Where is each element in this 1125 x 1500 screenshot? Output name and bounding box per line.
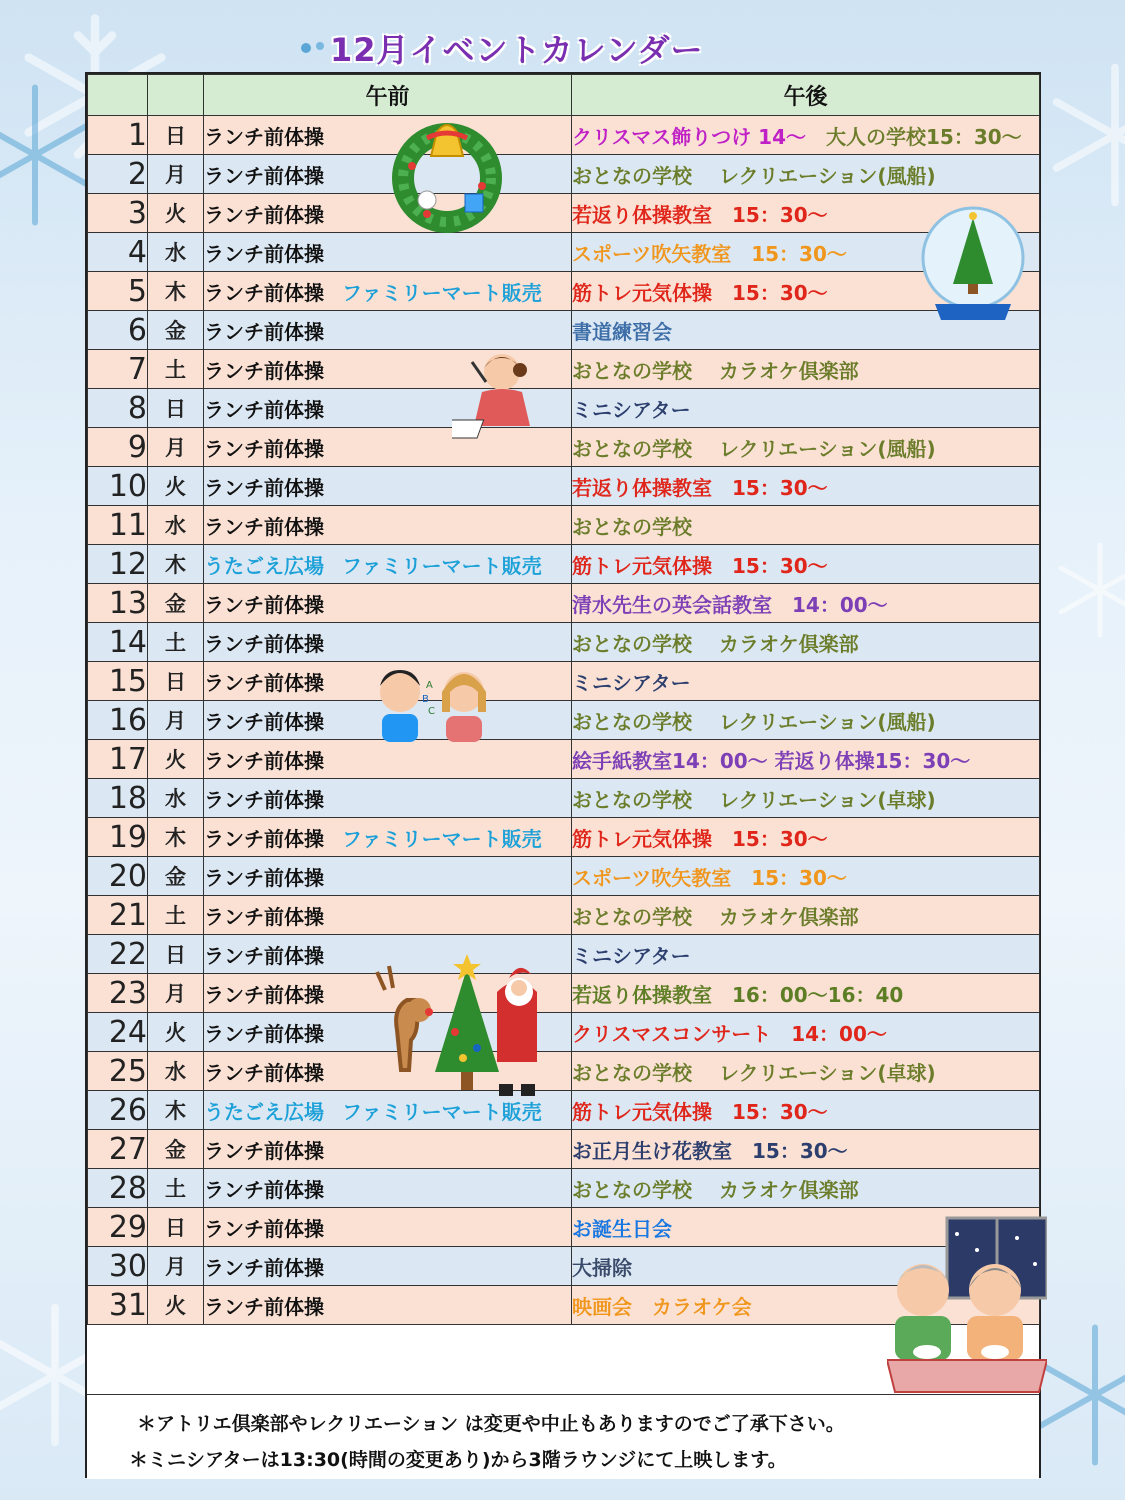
row-am-events [204,272,572,311]
am-event-label: ランチ前体操 [204,1021,324,1046]
am-event-label: ランチ前体操 [204,709,324,734]
row-weekday: 金 [148,584,204,623]
row-weekday: 土 [148,896,204,935]
row-day-number: 8 [88,389,148,428]
row-day-number: 29 [88,1208,148,1247]
row-day-number: 15 [88,662,148,701]
row-day-number: 25 [88,1052,148,1091]
row-pm-events [572,545,1040,584]
row-weekday: 水 [148,779,204,818]
calendar-table [87,74,1040,1325]
row-weekday: 金 [148,1130,204,1169]
row-day-number: 16 [88,701,148,740]
pm-event-label: おとなの学校 [572,514,692,539]
calendar-row [88,896,1040,935]
header-day [88,75,148,116]
calendar-row [88,116,1040,155]
pm-event-label: 清水先生の英会話教室 14：00～ [572,592,888,617]
row-pm-events [572,467,1040,506]
am-event-label: ランチ前体操 [204,1177,324,1202]
pm-event-label: おとなの学校 カラオケ倶楽部 [572,631,859,656]
am-event-label: ランチ前体操 [204,1294,324,1319]
pm-event-label: おとなの学校 レクリエーション(卓球) [572,787,936,812]
calendar-row [88,1169,1040,1208]
row-day-number: 10 [88,467,148,506]
row-pm-events [572,350,1040,389]
row-pm-events [572,974,1040,1013]
pm-event-label: 筋トレ元気体操 15：30～ [572,553,828,578]
row-day-number: 17 [88,740,148,779]
row-day-number: 21 [88,896,148,935]
am-event-label: ランチ前体操 [204,1216,324,1241]
row-am-events [204,584,572,623]
row-day-number: 24 [88,1013,148,1052]
row-weekday: 金 [148,857,204,896]
row-pm-events [572,1013,1040,1052]
row-day-number: 1 [88,116,148,155]
row-day-number: 26 [88,1091,148,1130]
row-weekday: 土 [148,350,204,389]
row-am-events [204,896,572,935]
calendar-row [88,155,1040,194]
am-event-label: ランチ前体操 [204,1060,324,1085]
snowflake-icon [1040,60,1125,210]
row-pm-events [572,857,1040,896]
row-day-number: 7 [88,350,148,389]
christmas-tree-santa-illustration [367,952,567,1102]
page-title: 12月イベントカレンダー [330,31,704,69]
am-event-label: うたごえ広場 [204,553,324,578]
calligraphy-girl-illustration [452,342,552,442]
am-event-label: ランチ前体操 [204,865,324,890]
svg-text:B: B [422,694,429,705]
am-event-label: ランチ前体操 [204,943,324,968]
row-pm-events [572,1130,1040,1169]
pm-event-label: スポーツ吹矢教室 15：30～ [572,241,847,266]
snow-globe-illustration [917,204,1029,322]
row-day-number: 22 [88,935,148,974]
pm-event-label: 若返り体操教室 15：30～ [572,202,828,227]
row-day-number: 3 [88,194,148,233]
row-weekday: 日 [148,662,204,701]
row-pm-events [572,818,1040,857]
row-pm-events [572,584,1040,623]
row-am-events [204,233,572,272]
row-am-events [204,1286,572,1325]
am-event-label: ランチ前体操 [204,670,324,695]
row-day-number: 12 [88,545,148,584]
calendar-row [88,662,1040,701]
am-event-label: ランチ前体操 [204,748,324,773]
row-day-number: 6 [88,311,148,350]
calendar-row [88,779,1040,818]
calendar-body [88,116,1040,1325]
event-calendar [85,72,1041,1478]
row-weekday: 木 [148,272,204,311]
row-weekday: 木 [148,818,204,857]
pm-event-label: ミニシアター [572,943,691,968]
am-extra-event-label: ファミリーマート販売 [342,553,542,578]
calendar-row [88,194,1040,233]
am-event-label: ランチ前体操 [204,1138,324,1163]
calendar-row [88,233,1040,272]
row-weekday: 土 [148,1169,204,1208]
row-day-number: 4 [88,233,148,272]
pm-event-label: 書道練習会 [572,319,672,344]
wreath-illustration [387,116,507,236]
snowflake-icon [1050,540,1125,640]
row-day-number: 2 [88,155,148,194]
row-weekday: 月 [148,428,204,467]
row-weekday: 火 [148,467,204,506]
row-day-number: 14 [88,623,148,662]
pm-event-label: ミニシアター [572,397,691,422]
row-day-number: 18 [88,779,148,818]
am-event-label: ランチ前体操 [204,787,324,812]
row-pm-events [572,779,1040,818]
row-day-number: 28 [88,1169,148,1208]
row-weekday: 水 [148,1052,204,1091]
am-event-label: うたごえ広場 [204,1099,324,1124]
pm-event-label: お誕生日会 [572,1216,672,1241]
row-weekday: 水 [148,233,204,272]
calendar-row [88,389,1040,428]
row-day-number: 13 [88,584,148,623]
pm-event-label: 若返り体操教室 15：30～ [572,475,828,500]
row-weekday: 土 [148,623,204,662]
pm-event-label: おとなの学校 レクリエーション(風船) [572,163,936,188]
row-pm-events [572,389,1040,428]
row-am-events [204,857,572,896]
calendar-row [88,740,1040,779]
header-am: 午前 [204,75,572,116]
notes-footer [87,1394,1039,1479]
am-event-label: ランチ前体操 [204,1255,324,1280]
calendar-row [88,467,1040,506]
pm-event-label: ミニシアター [572,670,691,695]
row-day-number: 23 [88,974,148,1013]
row-am-events [204,779,572,818]
row-pm-events [572,740,1040,779]
am-event-label: ランチ前体操 [204,592,324,617]
svg-text:C: C [428,706,435,717]
elderly-couple-illustration [887,1214,1047,1394]
am-event-label: ランチ前体操 [204,241,324,266]
calendar-row [88,545,1040,584]
row-weekday: 水 [148,506,204,545]
pm-event-label: 絵手紙教室14：00～ 若返り体操15：30～ [572,748,971,773]
row-weekday: 日 [148,1208,204,1247]
am-event-label: ランチ前体操 [204,904,324,929]
pm-event-label: 大掃除 [572,1255,632,1280]
row-weekday: 金 [148,311,204,350]
english-lesson-illustration [372,652,492,742]
row-pm-events [572,428,1040,467]
row-day-number: 5 [88,272,148,311]
calendar-row [88,350,1040,389]
header-weekday [148,75,204,116]
row-pm-events [572,1091,1040,1130]
pm-event-label: おとなの学校 レクリエーション(風船) [572,709,936,734]
pm-event-label: おとなの学校 レクリエーション(卓球) [572,1060,936,1085]
pm-event-label: おとなの学校 レクリエーション(風船) [572,436,936,461]
row-am-events [204,545,572,584]
row-day-number: 27 [88,1130,148,1169]
row-am-events [204,1247,572,1286]
row-pm-events [572,896,1040,935]
pm-event-label: 筋トレ元気体操 15：30～ [572,1099,828,1124]
pm-event-label: クリスマスコンサート 14：00～ [572,1021,887,1046]
row-day-number: 20 [88,857,148,896]
pm-event-label: クリスマス飾りつけ 14～ [572,124,826,149]
header-pm: 午後 [572,75,1040,116]
row-day-number: 9 [88,428,148,467]
row-day-number: 11 [88,506,148,545]
row-pm-events [572,155,1040,194]
am-extra-event-label: ファミリーマート販売 [342,1099,542,1124]
row-am-events [204,467,572,506]
row-weekday: 火 [148,194,204,233]
am-event-label: ランチ前体操 [204,631,324,656]
am-event-label: ランチ前体操 [204,319,324,344]
note-recreation: ＊アトリエ倶楽部やレクリエーション は変更や中止もありますのでご了承下さい。 [137,1413,845,1435]
row-weekday: 月 [148,1247,204,1286]
am-extra-event-label: ファミリーマート販売 [342,280,542,305]
row-pm-events [572,623,1040,662]
row-am-events [204,1130,572,1169]
row-weekday: 火 [148,1286,204,1325]
am-event-label: ランチ前体操 [204,397,324,422]
row-pm-events [572,662,1040,701]
row-am-events [204,1169,572,1208]
row-am-events [204,1208,572,1247]
header-row [88,75,1040,116]
pm-event-label: 筋トレ元気体操 15：30～ [572,280,828,305]
calendar-row [88,701,1040,740]
row-weekday: 日 [148,389,204,428]
calendar-row [88,428,1040,467]
row-am-events [204,818,572,857]
am-event-label: ランチ前体操 [204,982,324,1007]
row-pm-events [572,116,1040,155]
calendar-row [88,506,1040,545]
row-day-number: 19 [88,818,148,857]
row-weekday: 月 [148,974,204,1013]
row-weekday: 月 [148,155,204,194]
am-event-label: ランチ前体操 [204,358,324,383]
row-weekday: 木 [148,1091,204,1130]
calendar-row [88,623,1040,662]
am-event-label: ランチ前体操 [204,163,324,188]
row-day-number: 31 [88,1286,148,1325]
row-weekday: 木 [148,545,204,584]
row-pm-events [572,701,1040,740]
pm-event-label-2: 大人の学校15：30～ [826,124,1022,149]
pm-event-label: おとなの学校 カラオケ倶楽部 [572,1177,859,1202]
pm-event-label: 映画会 カラオケ会 [572,1294,752,1319]
row-pm-events [572,935,1040,974]
am-event-label: ランチ前体操 [204,475,324,500]
row-pm-events [572,1169,1040,1208]
row-pm-events [572,1052,1040,1091]
row-am-events [204,506,572,545]
calendar-row [88,272,1040,311]
calendar-row [88,857,1040,896]
calendar-row [88,584,1040,623]
am-event-label: ランチ前体操 [204,202,324,227]
pm-event-label: お正月生け花教室 15：30～ [572,1138,848,1163]
pm-event-label: 筋トレ元気体操 15：30～ [572,826,828,851]
am-event-label: ランチ前体操 [204,124,324,149]
title-snow-dots [300,38,330,58]
svg-text:A: A [426,680,433,691]
am-extra-event-label: ファミリーマート販売 [342,826,542,851]
pm-event-label: スポーツ吹矢教室 15：30～ [572,865,847,890]
am-event-label: ランチ前体操 [204,514,324,539]
am-event-label: ランチ前体操 [204,826,324,851]
row-weekday: 日 [148,116,204,155]
row-pm-events [572,506,1040,545]
note-mini-theater: ＊ミニシアターは13:30(時間の変更あり)から3階ラウンジにて上映します。 [129,1449,787,1471]
pm-event-label: おとなの学校 カラオケ倶楽部 [572,358,859,383]
row-weekday: 火 [148,740,204,779]
row-weekday: 月 [148,701,204,740]
row-weekday: 火 [148,1013,204,1052]
row-day-number: 30 [88,1247,148,1286]
calendar-row [88,311,1040,350]
pm-event-label: 若返り体操教室 16：00～16：40 [572,982,904,1007]
pm-event-label: おとなの学校 カラオケ倶楽部 [572,904,859,929]
am-event-label: ランチ前体操 [204,280,324,305]
am-event-label: ランチ前体操 [204,436,324,461]
row-am-events [204,740,572,779]
calendar-row [88,818,1040,857]
row-weekday: 日 [148,935,204,974]
calendar-row [88,1130,1040,1169]
